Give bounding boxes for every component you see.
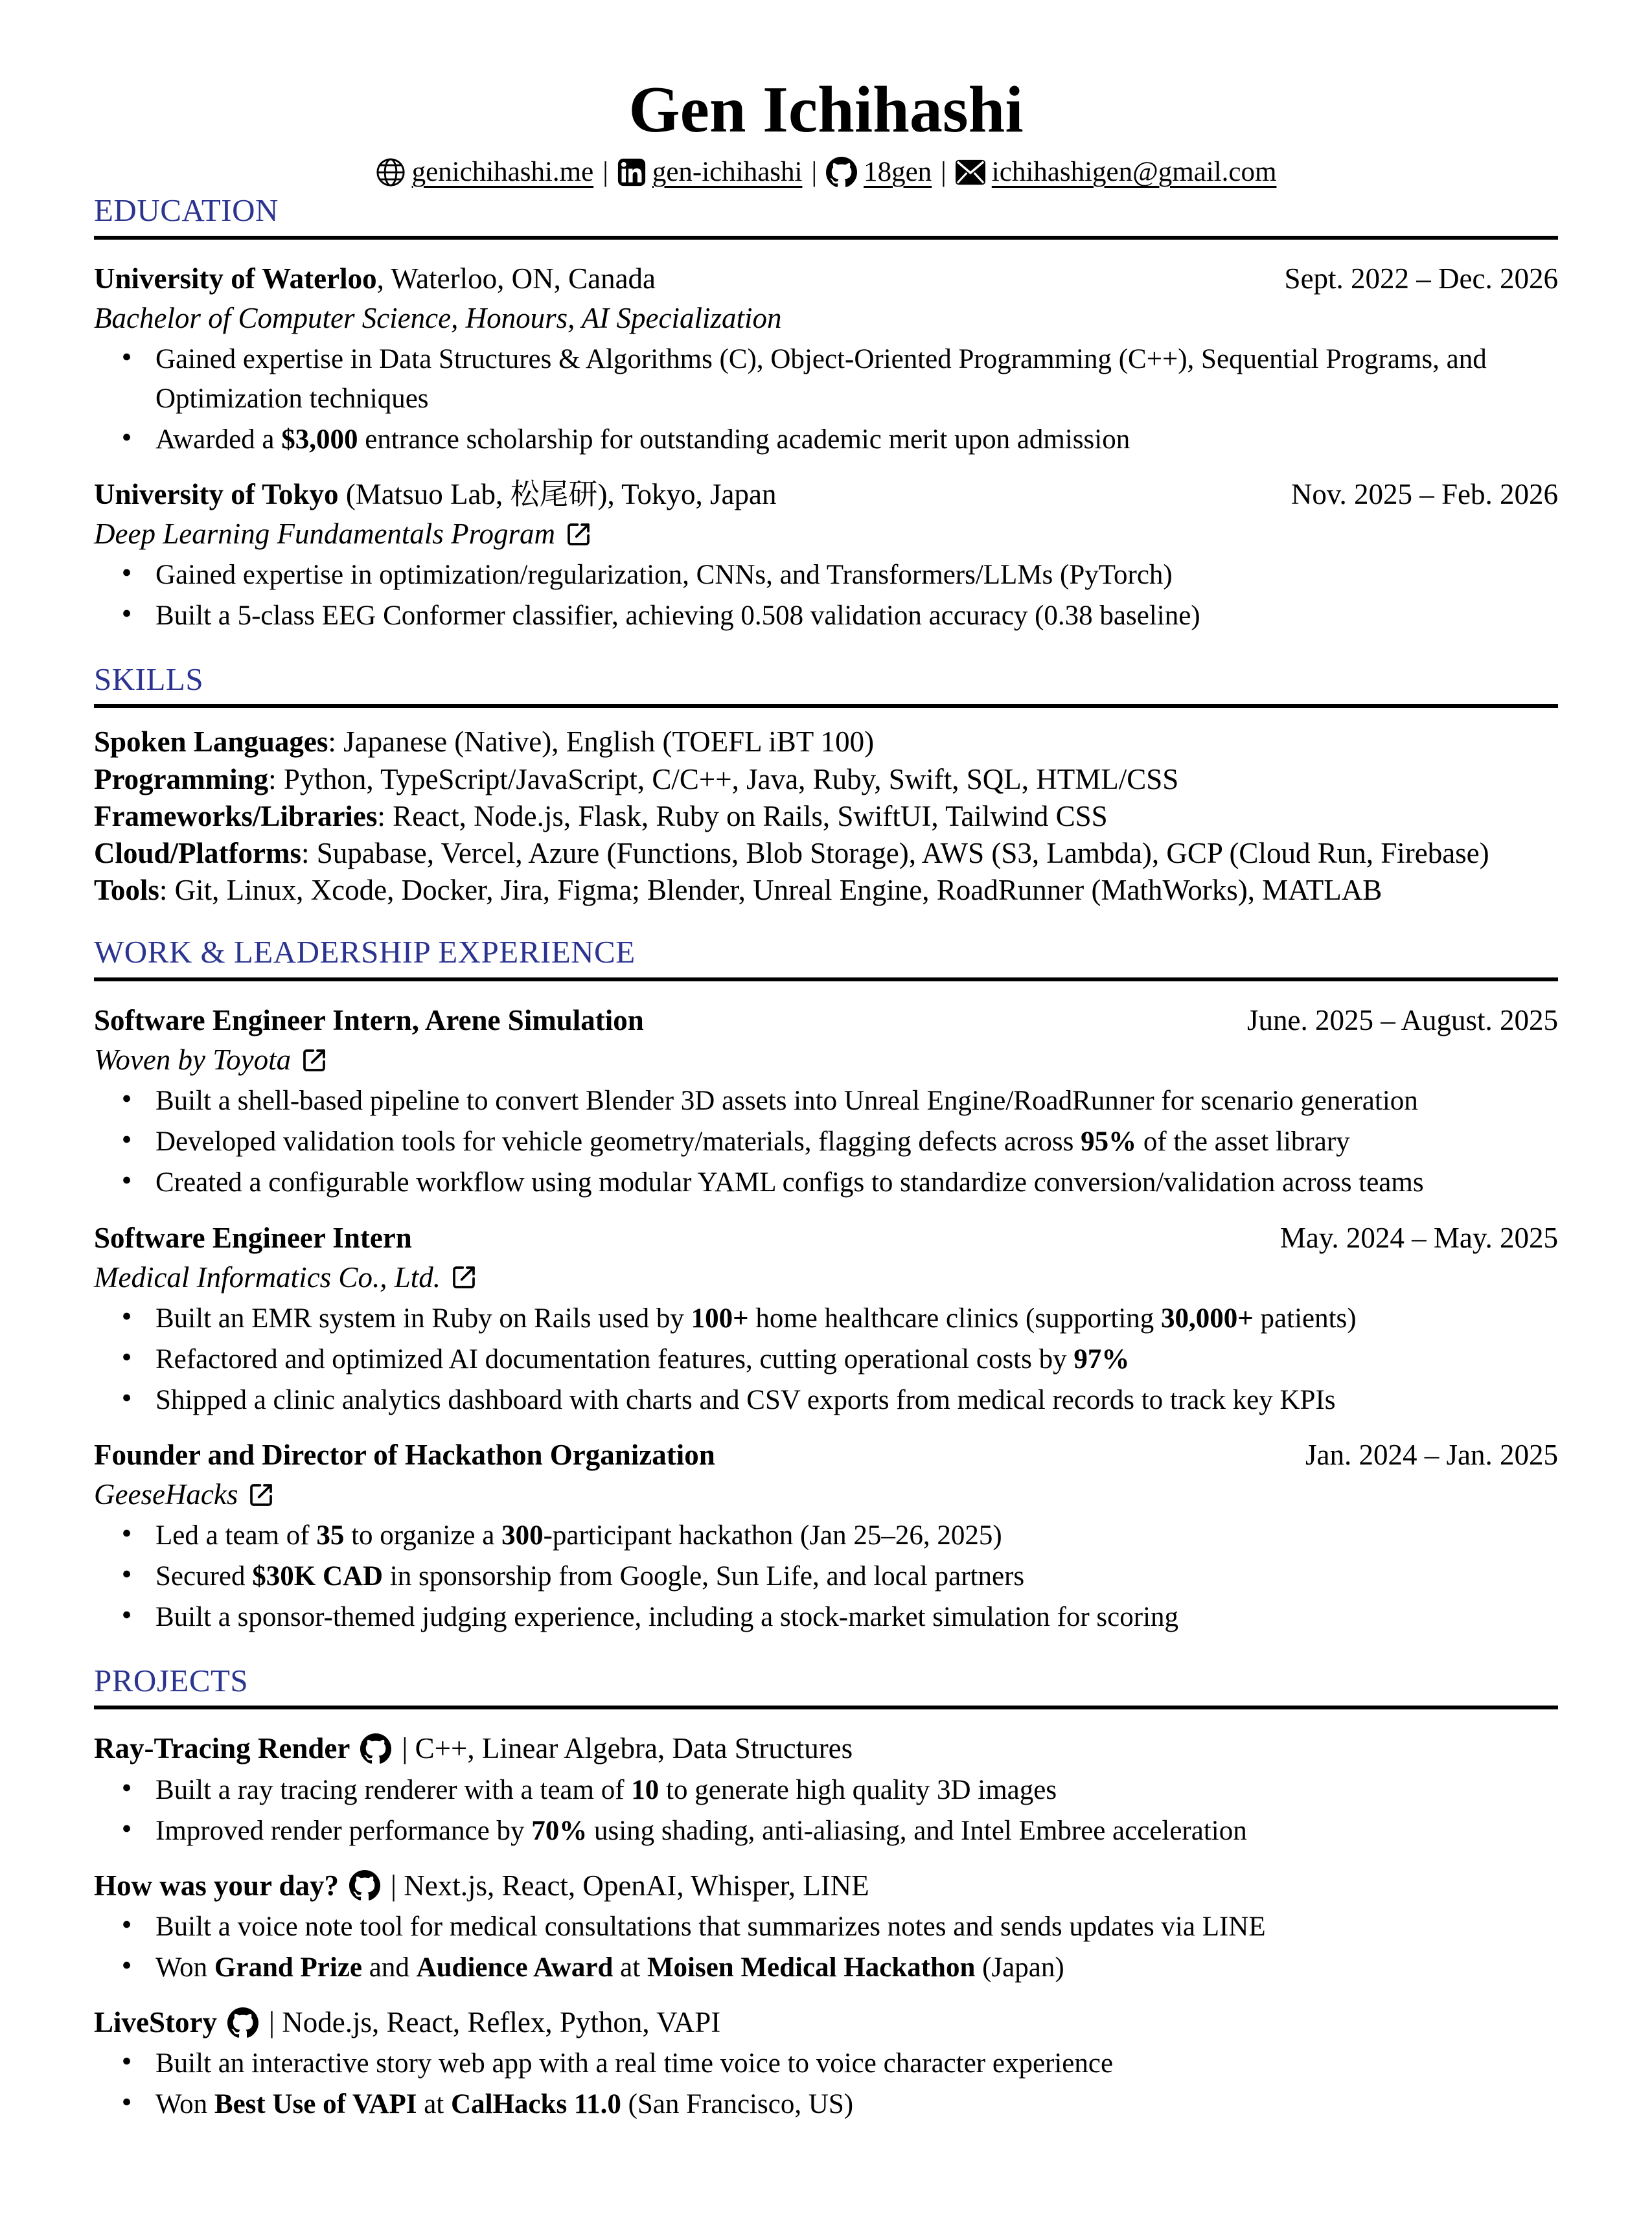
section-experience: [94, 935, 1558, 1637]
external-link-icon: [248, 1482, 274, 1508]
bullet-list: [94, 2044, 1558, 2124]
github-link[interactable]: [826, 155, 932, 189]
section-divider: [94, 977, 1558, 981]
entry-title: Software Engineer Intern, Arene Simulation: [94, 1003, 644, 1036]
entry-subtitle: Bachelor of Computer Science, Honours, AI Specialization: [94, 301, 782, 334]
bullet-item: ● Built a sponsor-themed judging experience, including a stock-market simulation for scoring: [155, 1597, 1558, 1637]
section-heading-projects: PROJECTS: [94, 1662, 249, 1698]
bullet-item: ● Created a configurable workflow using modular YAML configs to standardize conversion/validation across teams: [155, 1163, 1558, 1202]
section-divider: [94, 236, 1558, 240]
bullet-item: ● Awarded a $3,000 entrance scholarship for outstanding academic merit upon admission: [155, 420, 1558, 459]
education-entry-tokyo: [94, 475, 1558, 635]
bullet-item: ● Refactored and optimized AI documentation features, cutting operational costs by 97%: [155, 1340, 1558, 1379]
bullet-list: [94, 555, 1558, 635]
section-projects: [94, 1663, 1558, 2125]
bullet-item: ● Secured $30K CAD in sponsorship from Google, Sun Life, and local partners: [155, 1557, 1558, 1596]
contact-separator: |: [941, 157, 946, 188]
bullet-item: ● Developed validation tools for vehicle geometry/materials, flagging defects across 95% of the asset library: [155, 1122, 1558, 1161]
entry-subtitle: [94, 1475, 1558, 1514]
project-livestory: [94, 2003, 1558, 2124]
skill-row: Frameworks/Libraries: React, Node.js, Flask, Ruby on Rails, SwiftUI, Tailwind CSS: [94, 799, 1108, 832]
bullet-item: ● Built an interactive story web app with a real time voice to voice character experience: [155, 2044, 1558, 2083]
github-label: 18gen: [864, 157, 932, 188]
skill-row: Programming: Python, TypeScript/JavaScript, C/C++, Java, Ruby, Swift, SQL, HTML/CSS: [94, 762, 1179, 795]
website-label: genichihashi.me: [411, 157, 594, 188]
bullet-item: ● Shipped a clinic analytics dashboard with charts and CSV exports from medical records to track key KPIs: [155, 1380, 1558, 1420]
project-how-was-your-day: [94, 1866, 1558, 1987]
experience-entry-geesehacks: [94, 1435, 1558, 1638]
email-link[interactable]: [956, 155, 1277, 189]
entry-subtitle: [94, 1040, 1558, 1080]
github-icon: [826, 157, 857, 188]
bullet-list: [94, 1516, 1558, 1637]
entry-title: Founder and Director of Hackathon Organization: [94, 1439, 715, 1472]
bullet-list: [94, 339, 1558, 459]
project-tech-stack: | Next.js, React, OpenAI, Whisper, LINE: [390, 1869, 869, 1902]
entry-subtitle: [94, 1258, 1558, 1297]
contact-separator: |: [602, 157, 608, 188]
external-link-icon: [451, 1264, 477, 1290]
project-tech-stack: | Node.js, React, Reflex, Python, VAPI: [268, 2005, 721, 2038]
bullet-item: ● Built a voice note tool for medical consultations that summarizes notes and sends updates via LINE: [155, 1907, 1558, 1946]
organization-link[interactable]: GeeseHacks: [94, 1475, 274, 1514]
github-icon: [349, 1870, 380, 1901]
bullet-item: ● Gained expertise in Data Structures & Algorithms (C), Object-Oriented Programming (C++), Sequential Programs, and Optimization techniques: [155, 339, 1558, 418]
entry-subtitle: [94, 514, 1558, 554]
github-repo-link[interactable]: [227, 2007, 258, 2038]
section-education: [94, 193, 1558, 636]
section-heading-skills: SKILLS: [94, 661, 204, 697]
skills-list: [94, 724, 1558, 909]
section-heading-education: EDUCATION: [94, 192, 279, 228]
entry-title: University of Tokyo (Matsuo Lab, 松尾研), Tokyo, Japan: [94, 478, 777, 511]
project-ray-tracing-render: [94, 1729, 1558, 1850]
bullet-item: ● Gained expertise in optimization/regularization, CNNs, and Transformers/LLMs (PyTorch): [155, 555, 1558, 595]
external-link-icon: [566, 521, 591, 547]
github-icon: [360, 1733, 391, 1764]
entry-title: Software Engineer Intern: [94, 1221, 412, 1254]
skill-row: Tools: Git, Linux, Xcode, Docker, Jira, Figma; Blender, Unreal Engine, RoadRunner (MathWorks), MATLAB: [94, 873, 1382, 906]
entry-date: Jan. 2024 – Jan. 2025: [1305, 1439, 1558, 1472]
bullet-item: ● Built an EMR system in Ruby on Rails used by 100+ home healthcare clinics (supporting 30,000+ patients): [155, 1299, 1558, 1338]
section-skills: [94, 662, 1558, 909]
section-divider: [94, 1706, 1558, 1709]
email-label: ichihashigen@gmail.com: [991, 157, 1277, 188]
skill-row: Spoken Languages: Japanese (Native), English (TOEFL iBT 100): [94, 725, 875, 759]
bullet-list: [94, 1299, 1558, 1420]
project-tech-stack: | C++, Linear Algebra, Data Structures: [402, 1732, 853, 1765]
section-heading-experience: WORK & LEADERSHIP EXPERIENCE: [94, 934, 636, 970]
program-link[interactable]: Deep Learning Fundamentals Program: [94, 514, 591, 554]
github-repo-link[interactable]: [360, 1733, 391, 1764]
linkedin-link[interactable]: [617, 155, 803, 189]
resume-page: [0, 73, 1652, 2214]
entry-date: Sept. 2022 – Dec. 2026: [1284, 262, 1558, 295]
page-title: Gen Ichihashi: [628, 73, 1024, 146]
entry-date: June. 2025 – August. 2025: [1246, 1003, 1558, 1036]
bullet-item: ● Improved render performance by 70% using shading, anti-aliasing, and Intel Embree acceleration: [155, 1811, 1558, 1851]
contact-row: [94, 155, 1558, 189]
experience-entry-medical-informatics: [94, 1218, 1558, 1421]
project-name: Ray-Tracing Render: [94, 1732, 350, 1765]
project-name: How was your day?: [94, 1869, 339, 1902]
linkedin-label: gen-ichihashi: [652, 157, 803, 188]
github-icon: [227, 2007, 258, 2038]
bullet-item: ● Led a team of 35 to organize a 300-participant hackathon (Jan 25–26, 2025): [155, 1516, 1558, 1555]
bullet-list: [94, 1081, 1558, 1202]
project-name: LiveStory: [94, 2005, 217, 2038]
bullet-item: ● Won Grand Prize and Audience Award at Moisen Medical Hackathon (Japan): [155, 1948, 1558, 1987]
github-repo-link[interactable]: [349, 1870, 380, 1901]
bullet-list: [94, 1770, 1558, 1851]
section-divider: [94, 704, 1558, 708]
bullet-item: ● Built a 5-class EEG Conformer classifier, achieving 0.508 validation accuracy (0.38 baseline): [155, 596, 1558, 635]
company-link[interactable]: Woven by Toyota: [94, 1040, 327, 1080]
bullet-item: ● Built a shell-based pipeline to convert Blender 3D assets into Unreal Engine/RoadRunner for scenario generation: [155, 1081, 1558, 1121]
globe-icon: [376, 157, 406, 187]
entry-date: Nov. 2025 – Feb. 2026: [1291, 478, 1558, 511]
bullet-list: [94, 1907, 1558, 1987]
mail-icon: [956, 159, 985, 185]
experience-entry-arene: [94, 1001, 1558, 1203]
education-entry-waterloo: [94, 259, 1558, 460]
website-link[interactable]: [376, 155, 594, 189]
linkedin-icon: [617, 158, 646, 187]
bullet-item: ● Built a ray tracing renderer with a team of 10 to generate high quality 3D images: [155, 1770, 1558, 1810]
external-link-icon: [301, 1047, 327, 1073]
entry-date: May. 2024 – May. 2025: [1279, 1221, 1558, 1254]
contact-separator: |: [811, 157, 818, 188]
bullet-item: ● Won Best Use of VAPI at CalHacks 11.0 (San Francisco, US): [155, 2084, 1558, 2124]
company-link[interactable]: Medical Informatics Co., Ltd.: [94, 1258, 477, 1297]
entry-title: University of Waterloo, Waterloo, ON, Canada: [94, 262, 656, 295]
skill-row: Cloud/Platforms: Supabase, Vercel, Azure (Functions, Blob Storage), AWS (S3, Lambda), GCP (Cloud Run, Firebase): [94, 836, 1489, 869]
